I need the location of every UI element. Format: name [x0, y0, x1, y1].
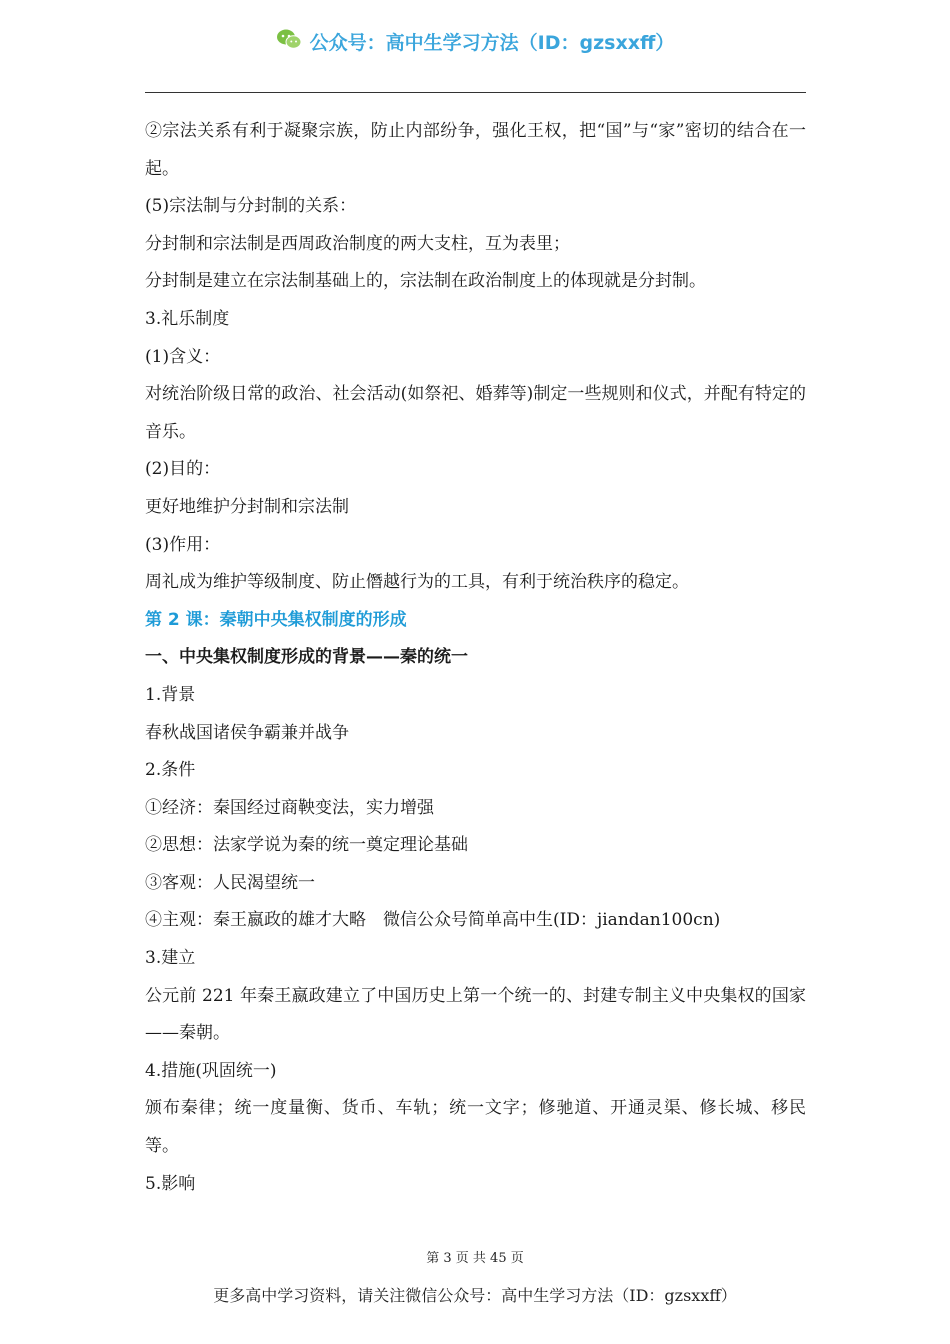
body-line: 3.建立	[145, 948, 196, 969]
body-line: 更好地维护分封制和宗法制	[145, 496, 349, 517]
header-text: 公众号：高中生学习方法（ID：gzsxxff）	[309, 32, 675, 54]
page-header	[0, 28, 950, 59]
body-line: 周礼成为维护等级制度、防止僭越行为的工具，有利于统治秩序的稳定。	[145, 572, 689, 593]
header-divider	[145, 92, 806, 93]
body-line: ②思想：法家学说为秦的统一奠定理论基础	[145, 835, 468, 856]
wechat-icon	[276, 28, 302, 59]
body-line: (2)目的：	[145, 459, 221, 480]
body-line: ①经济：秦国经过商鞅变法，实力增强	[145, 797, 434, 818]
body-line: 分封制和宗法制是西周政治制度的两大支柱，互为表里；	[145, 233, 570, 254]
body-line: ②宗法关系有利于凝聚宗族，防止内部纷争，强化王权，把“国”与“家”密切的结合在一起。	[145, 121, 806, 179]
page-footer: 更多高中学习资料，请关注微信公众号：高中生学习方法（ID：gzsxxff）	[213, 1286, 737, 1305]
body-line: 4.措施(巩固统一)	[145, 1060, 277, 1081]
body-line: (3)作用：	[145, 534, 221, 555]
body-line: 1.背景	[145, 684, 196, 705]
body-line: 5.影响	[145, 1173, 196, 1194]
body-line: 颁布秦律；统一度量衡、货币、车轨；统一文字；修驰道、开通灵渠、修长城、移民等。	[145, 1098, 806, 1157]
lesson-heading: 第 2 课：秦朝中央集权制度的形成	[145, 609, 407, 630]
body-line: 春秋战国诸侯争霸兼并战争	[145, 722, 349, 743]
body-line: 对统治阶级日常的政治、社会活动(如祭祀、婚葬等)制定一些规则和仪式，并配有特定的音乐。	[145, 384, 806, 442]
document-body	[145, 113, 806, 1203]
page-number: 第 3 页 共 45 页	[426, 1251, 524, 1266]
body-line: 公元前 221 年秦王嬴政建立了中国历史上第一个统一的、封建专制主义中央集权的国家——秦朝。	[145, 985, 806, 1044]
body-line: 3.礼乐制度	[145, 308, 230, 329]
section-heading: 一、中央集权制度形成的背景——秦的统一	[145, 647, 468, 668]
body-line: 分封制是建立在宗法制基础上的，宗法制在政治制度上的体现就是分封制。	[145, 271, 706, 292]
body-line: (5)宗法制与分封制的关系：	[145, 196, 357, 217]
body-line: (1)含义：	[145, 346, 221, 367]
body-line: ③客观：人民渴望统一	[145, 872, 315, 893]
body-line: ④主观：秦王嬴政的雄才大略 微信公众号简单高中生(ID：jiandan100cn)	[145, 910, 721, 931]
body-line: 2.条件	[145, 760, 196, 781]
